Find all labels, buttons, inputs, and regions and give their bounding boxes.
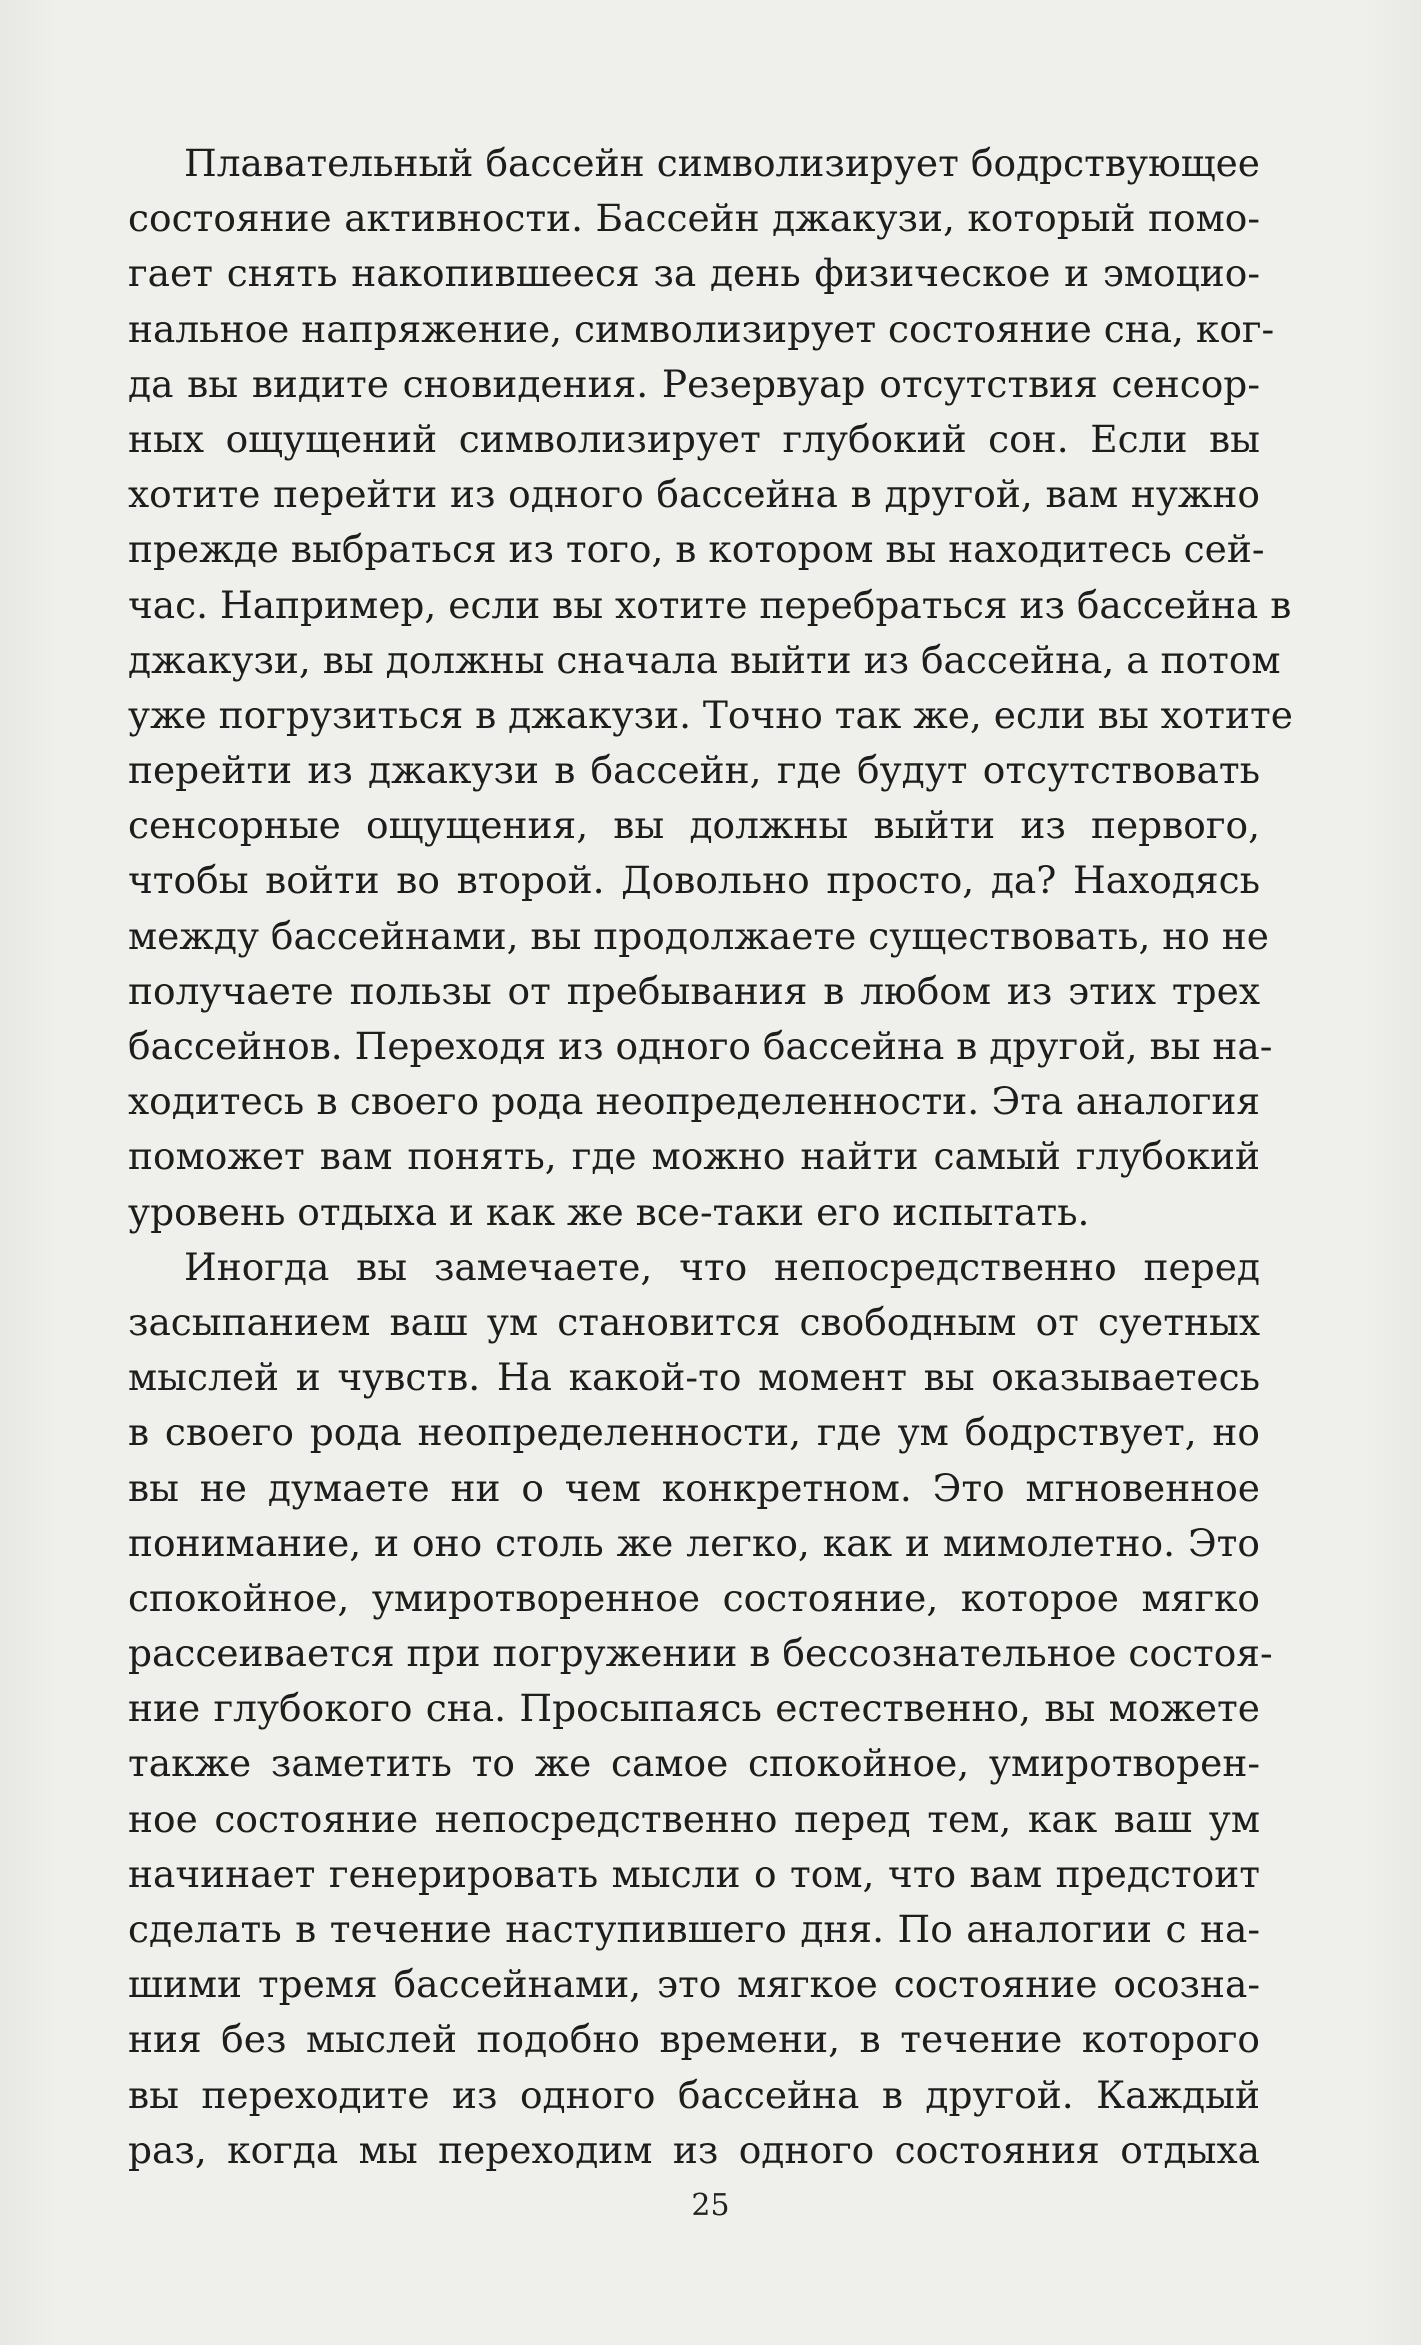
text-line: бассейнов. Переходя из одного бассейна в другой, вы на- <box>128 1024 1273 1068</box>
text-line: ных ощущений символизирует глубокий сон. Если вы <box>128 416 1260 461</box>
text-line: перейти из джакузи в бассейн, где будут отсутствовать <box>128 748 1260 793</box>
text-line: ние глубокого сна. Просыпаясь естественно, вы можете <box>128 1686 1260 1731</box>
text-line: прежде выбраться из того, в котором вы находитесь сей- <box>128 527 1265 572</box>
text-line: вы не думаете ни о чем конкретном. Это мгновенное <box>128 1465 1260 1510</box>
text-line: вы переходите из одного бассейна в другой. Каждый <box>128 2072 1260 2117</box>
text-line: раз, когда мы переходим из одного состояния отдыха <box>128 2127 1260 2172</box>
text-line: поможет вам понять, где можно найти самый глубокий <box>128 1134 1260 1179</box>
text-line: начинает генерировать мысли о том, что вам предстоит <box>128 1851 1260 1896</box>
text-line: ния без мыслей подобно времени, в течение которого <box>128 2017 1260 2062</box>
text-line: шими тремя бассейнами, это мягкое состояние осозна- <box>128 1962 1260 2007</box>
text-line: чтобы войти во второй. Довольно просто, да? Находясь <box>128 858 1260 903</box>
text-line: также заметить то же самое спокойное, умиротворен- <box>128 1741 1260 1786</box>
text-line: хотите перейти из одного бассейна в другой, вам нужно <box>128 472 1260 517</box>
text-line: состояние активности. Бассейн джакузи, который помо- <box>128 196 1260 241</box>
text-line: спокойное, умиротворенное состояние, которое мягко <box>128 1575 1260 1620</box>
text-line: Иногда вы замечаете, что непосредственно перед <box>184 1244 1260 1289</box>
text-line: гает снять накопившееся за день физическое и эмоцио- <box>128 251 1260 296</box>
text-line: уже погрузиться в джакузи. Точно так же, если вы хотите <box>128 692 1293 737</box>
text-line: да вы видите сновидения. Резервуар отсутствия сенсор- <box>128 361 1260 406</box>
text-line: ходитесь в своего рода неопределенности. Эта аналогия <box>128 1079 1260 1124</box>
text-line: получаете пользы от пребывания в любом из этих трех <box>128 968 1260 1013</box>
text-line: уровень отдыха и как же все-таки его испытать. <box>128 1189 1090 1234</box>
text-line: понимание, и оно столь же легко, как и мимолетно. Это <box>128 1520 1260 1565</box>
body-text <box>128 136 1293 2178</box>
paragraph-1 <box>128 136 1293 1240</box>
text-line: Плавательный бассейн символизирует бодрствующее <box>184 141 1260 185</box>
page-number: 25 <box>691 2188 730 2223</box>
text-line: джакузи, вы должны сначала выйти из бассейна, а потом <box>128 637 1281 682</box>
text-line: в своего рода неопределенности, где ум бодрствует, но <box>128 1410 1260 1455</box>
text-line: час. Например, если вы хотите перебраться из бассейна в <box>128 582 1292 627</box>
text-line: сделать в течение наступившего дня. По аналогии с на- <box>128 1907 1260 1951</box>
text-line: нальное напряжение, символизирует состояние сна, ког- <box>128 306 1275 351</box>
paragraph-2 <box>128 1240 1273 2178</box>
text-line: между бассейнами, вы продолжаете существовать, но не <box>128 913 1269 958</box>
text-line: мыслей и чувств. На какой-то момент вы оказываетесь <box>128 1355 1260 1400</box>
text-line: ное состояние непосредственно перед тем, как ваш ум <box>128 1796 1260 1841</box>
text-line: засыпанием ваш ум становится свободным от суетных <box>128 1299 1260 1344</box>
text-line: сенсорные ощущения, вы должны выйти из первого, <box>128 803 1260 848</box>
text-line: рассеивается при погружении в бессознательное состоя- <box>128 1631 1273 1676</box>
